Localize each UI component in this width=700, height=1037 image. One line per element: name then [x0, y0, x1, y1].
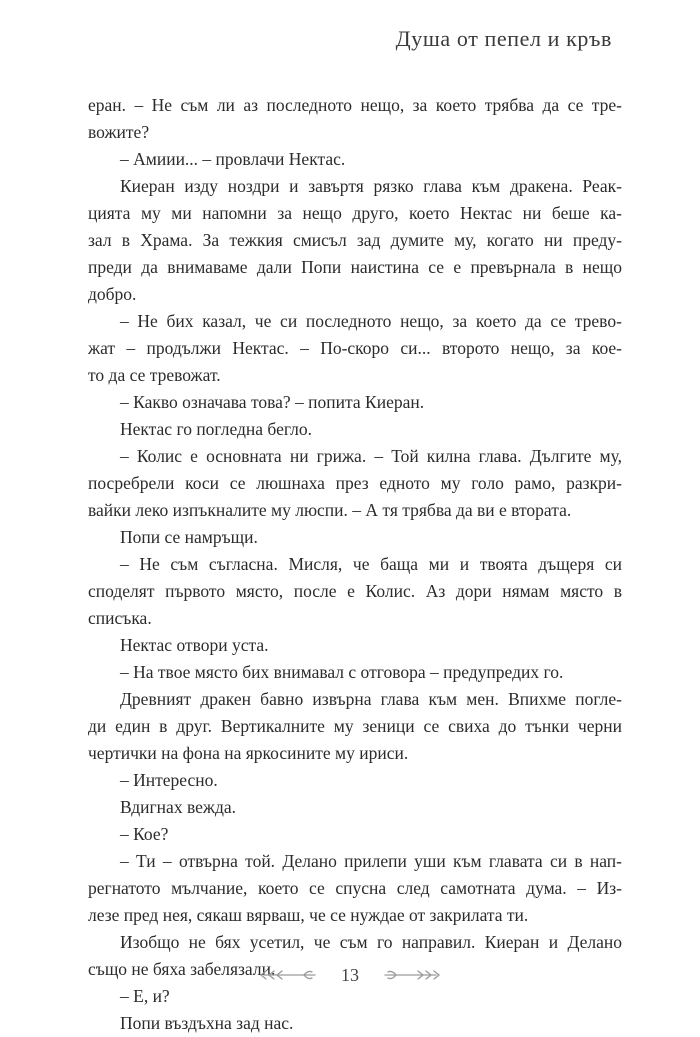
text-line: зал в Храма. За тежкия смисъл зад думите му, когато ни преду- — [88, 230, 622, 250]
text-line: жат – продължи Нектас. – По-скоро си... второто нещо, за кое- — [88, 338, 622, 358]
text-line: вожите? — [88, 122, 150, 142]
text-line: – Какво означава това? – попита Киеран. — [120, 392, 425, 412]
text-line: – Не бих казал, че си последното нещо, за което да се тревo- — [120, 311, 622, 331]
text-line: – Интересно. — [120, 770, 218, 790]
text-line: Нектас го погледна бегло. — [120, 419, 312, 439]
text-line: Изобщо не бях усетил, че съм го направил. Киеран и Делано — [120, 932, 622, 952]
text-line: също не бяха забелязали. — [88, 959, 276, 979]
page-footer — [0, 962, 700, 988]
text-line: – Колис е основната ни грижа. – Той килна глава. Дългите му, — [120, 446, 622, 466]
text-line: ди един в друг. Вертикалните му зеници се свиха до тънки черни — [88, 716, 622, 736]
body-text — [88, 92, 622, 1037]
text-line: добро. — [88, 284, 137, 304]
text-line: – Ти – отвърна той. Делано прилепи уши към главата си в нап- — [120, 851, 622, 871]
text-line: преди да внимаваме дали Попи наистина се е превърнала в нещо — [88, 257, 622, 277]
text-line: – На твое място бих внимавал с отговора – предупредих го. — [120, 662, 564, 682]
text-line: Киеран изду ноздри и завъртя рязко глава към дракена. Реак- — [120, 176, 622, 196]
text-line: Вдигнах вежда. — [120, 797, 237, 817]
text-line: Древният дракен бавно извърна глава към мен. Впихме погле- — [120, 689, 622, 709]
text-line: еран. – Не съм ли аз последното нещо, за което трябва да се тре- — [88, 95, 622, 115]
text-line: списъка. — [88, 608, 152, 628]
text-line: – Кое? — [120, 824, 169, 844]
text-line: регнатото мълчание, което се спусна след самотната дума. – Из- — [88, 878, 622, 898]
text-line: Нектас отвори уста. — [120, 635, 269, 655]
text-line: – Не съм съгласна. Мисля, че баща ми и твоята дъщеря си — [120, 554, 622, 574]
text-line: споделят първото място, после е Колис. Аз дори нямам място в — [88, 581, 622, 601]
running-header-title: Душа от пепел и кръв — [395, 26, 612, 51]
right-ornament-icon — [381, 968, 441, 982]
text-line: – Е, и? — [120, 986, 170, 1006]
left-ornament-icon — [259, 968, 319, 982]
text-line: – Амиии... – провлачи Нектас. — [120, 149, 346, 169]
page-number: 13 — [341, 964, 359, 985]
text-line: Попи въздъхна зад нас. — [120, 1013, 294, 1033]
text-line: цията му ми напомни за нещо друго, което Нектас ни беше ка- — [88, 203, 622, 223]
text-line: то да се тревожат. — [88, 365, 221, 385]
text-line: вайки леко изпъкналите му люспи. – А тя трябва да ви е втората. — [88, 500, 572, 520]
text-line: Попи се намръщи. — [120, 527, 258, 547]
text-line: лезе пред нея, сякаш вярваш, че се нуждае от закрилата ти. — [88, 905, 529, 925]
text-line: посребрели коси се люшнаха през едното му голо рамо, разкри- — [88, 473, 622, 493]
text-line: чертички на фона на яркосините му ириси. — [88, 743, 409, 763]
